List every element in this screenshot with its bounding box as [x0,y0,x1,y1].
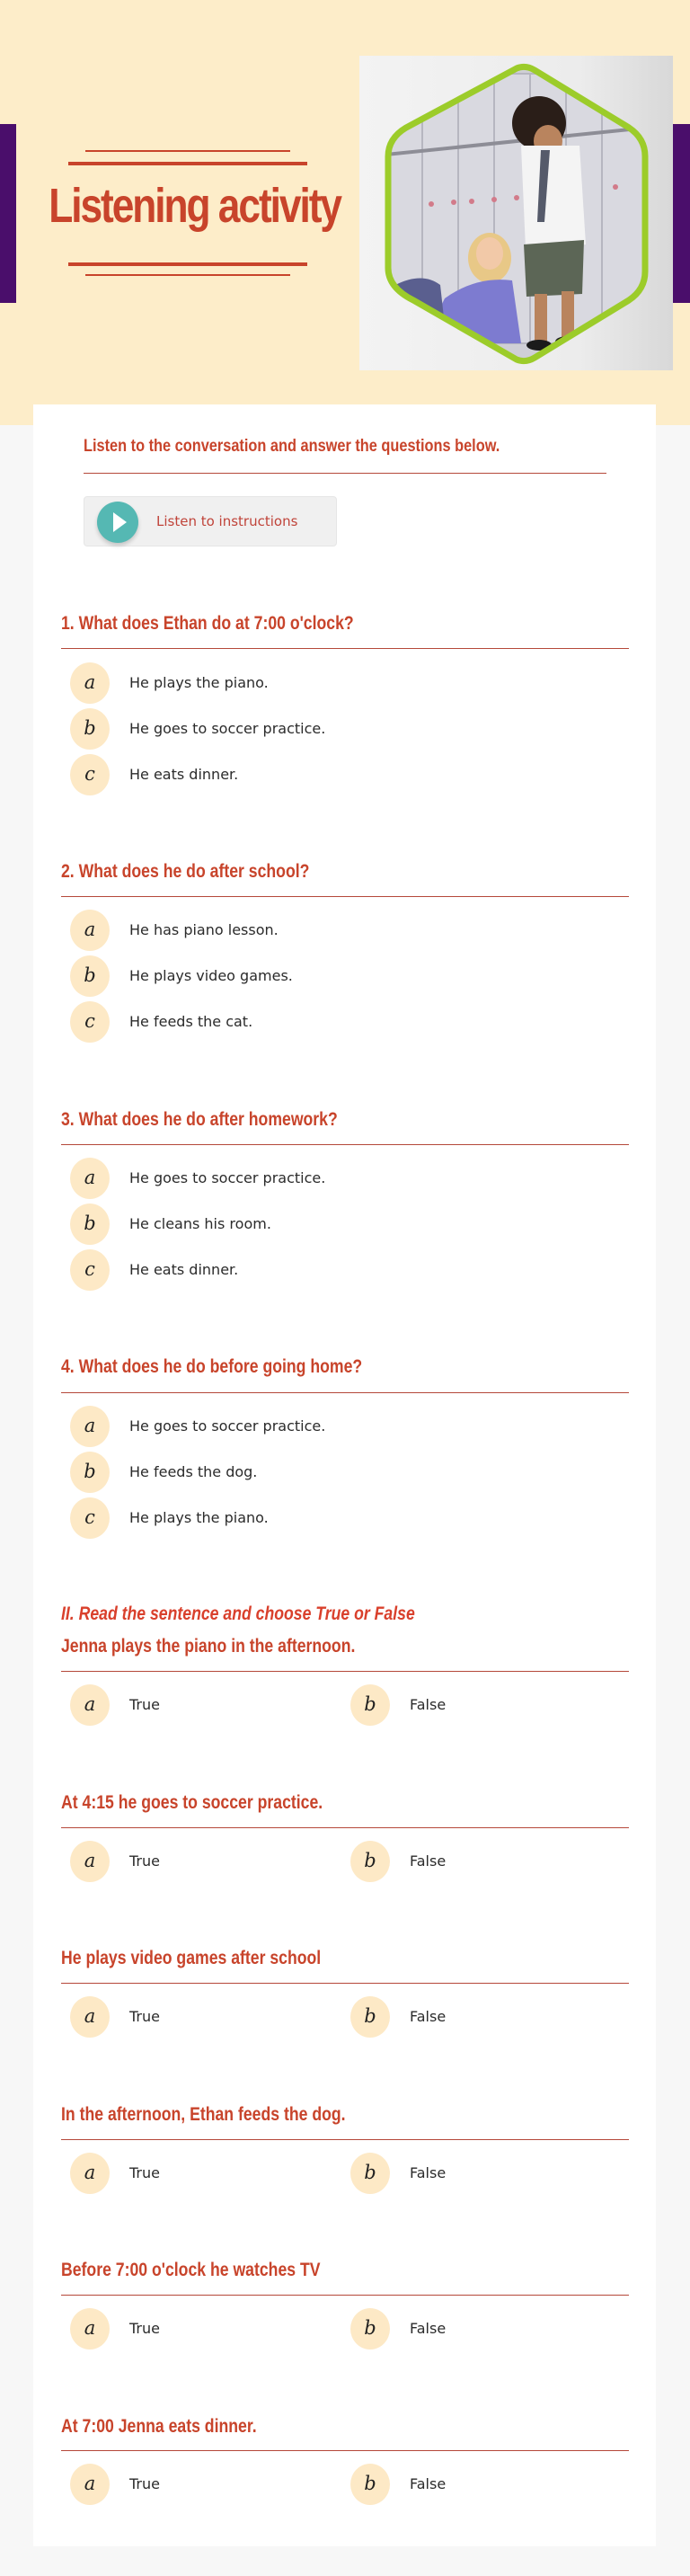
option-letter-badge: a [70,1158,110,1199]
option-letter-badge: b [70,1452,110,1493]
option-text: False [410,1852,447,1870]
divider [61,2139,629,2140]
option-text: He goes to soccer practice. [129,1169,326,1186]
answer-option[interactable] [70,662,429,704]
true-option[interactable] [70,1841,295,1882]
option-letter-badge: c [70,754,110,795]
question-heading: 3. What does he do after homework? [61,1109,338,1130]
answer-option[interactable] [70,1497,429,1539]
statement-heading: Jenna plays the piano in the afternoon. [61,1636,356,1657]
divider [84,473,606,474]
answer-option[interactable] [70,910,429,951]
option-letter-badge: b [350,1996,390,2038]
option-letter-badge: b [350,2464,390,2505]
statement-heading: He plays video games after school [61,1948,322,1968]
option-text: False [410,2008,447,2025]
option-letter-badge: a [70,1841,110,1882]
option-letter-badge: c [70,1497,110,1539]
true-option[interactable] [70,2153,295,2194]
option-letter-badge: c [70,1249,110,1291]
option-letter-badge: b [70,955,110,997]
false-option[interactable] [350,2464,575,2505]
option-text: He feeds the cat. [129,1013,253,1030]
option-letter-badge: b [70,1204,110,1245]
option-text: He feeds the dog. [129,1463,258,1480]
divider [61,1983,629,1984]
divider [61,2450,629,2451]
play-icon [97,502,138,543]
option-text: True [129,2320,160,2337]
answer-option[interactable] [70,1406,429,1447]
answer-option[interactable] [70,754,429,795]
divider [61,1392,629,1393]
option-letter-badge: b [70,708,110,750]
title-divider [68,162,307,165]
true-option[interactable] [70,1996,295,2038]
divider [61,896,629,897]
question-heading: 4. What does he do before going home? [61,1356,363,1377]
statement-heading: At 4:15 he goes to soccer practice. [61,1792,323,1813]
false-option[interactable] [350,1996,575,2038]
divider [61,648,629,649]
option-letter-badge: a [70,1996,110,2038]
answer-option[interactable] [70,1158,429,1199]
false-option[interactable] [350,2308,575,2349]
answer-option[interactable] [70,1204,429,1245]
option-text: True [129,2475,160,2492]
option-text: He eats dinner. [129,1261,239,1278]
option-letter-badge: a [70,1684,110,1726]
answer-option[interactable] [70,1452,429,1493]
option-letter-badge: a [70,2464,110,2505]
statement-heading: In the afternoon, Ethan feeds the dog. [61,2104,346,2125]
option-text: False [410,2475,447,2492]
option-text: He cleans his room. [129,1215,271,1232]
divider [61,1827,629,1828]
title-divider [85,274,290,276]
question-heading: 1. What does Ethan do at 7:00 o'clock? [61,613,354,634]
option-text: He eats dinner. [129,766,239,783]
listen-instructions-button[interactable] [84,496,337,546]
accent-bar-left [0,124,16,303]
option-text: True [129,2008,160,2025]
option-text: True [129,1852,160,1870]
page-title: Listening activity [49,179,341,233]
title-divider [85,150,290,152]
answer-option[interactable] [70,708,429,750]
option-letter-badge: b [350,1841,390,1882]
false-option[interactable] [350,2153,575,2194]
question-heading: 2. What does he do after school? [61,861,310,882]
option-letter-badge: b [350,1684,390,1726]
divider [61,2295,629,2296]
title-divider [68,262,307,266]
hero-image [359,56,673,370]
option-letter-badge: a [70,910,110,951]
option-text: False [410,2164,447,2181]
option-text: He plays the piano. [129,674,269,691]
option-text: He plays video games. [129,967,293,984]
divider [61,1144,629,1145]
option-letter-badge: a [70,1406,110,1447]
option-letter-badge: b [350,2308,390,2349]
listen-button-label: Listen to instructions [156,513,298,529]
answer-option[interactable] [70,955,429,997]
true-option[interactable] [70,2464,295,2505]
option-text: False [410,2320,447,2337]
answer-option[interactable] [70,1001,429,1043]
instruction-heading: Listen to the conversation and answer the questions below. [84,437,500,456]
option-text: He has piano lesson. [129,921,279,938]
divider [61,1671,629,1672]
option-text: True [129,2164,160,2181]
option-text: False [410,1696,447,1713]
true-option[interactable] [70,1684,295,1726]
option-text: He goes to soccer practice. [129,720,326,737]
option-text: He plays the piano. [129,1509,269,1526]
option-letter-badge: b [350,2153,390,2194]
false-option[interactable] [350,1841,575,1882]
option-letter-badge: a [70,2153,110,2194]
option-letter-badge: a [70,2308,110,2349]
true-option[interactable] [70,2308,295,2349]
option-text: True [129,1696,160,1713]
option-text: He goes to soccer practice. [129,1417,326,1435]
option-letter-badge: c [70,1001,110,1043]
false-option[interactable] [350,1684,575,1726]
option-letter-badge: a [70,662,110,704]
answer-option[interactable] [70,1249,429,1291]
section-heading: II. Read the sentence and choose True or False [61,1603,415,1624]
statement-heading: At 7:00 Jenna eats dinner. [61,2416,257,2437]
accent-bar-right [673,124,690,303]
statement-heading: Before 7:00 o'clock he watches TV [61,2260,321,2280]
